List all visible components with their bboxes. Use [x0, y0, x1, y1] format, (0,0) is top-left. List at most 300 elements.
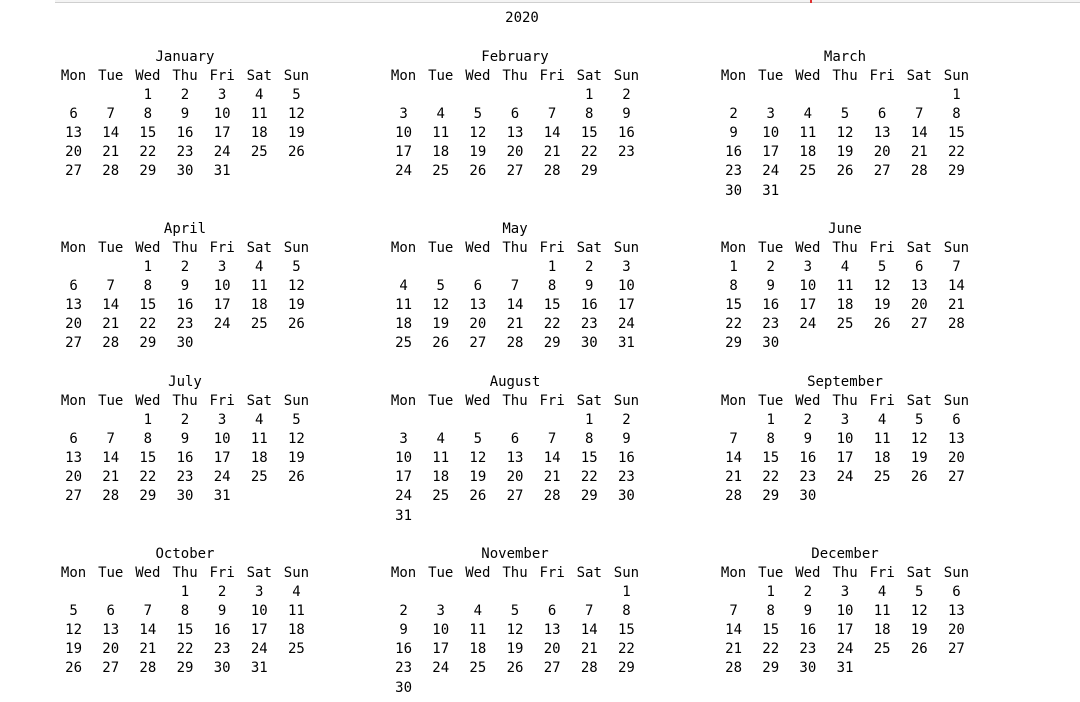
week-row: [715, 621, 975, 640]
day-cell: 30: [617, 488, 635, 505]
day-cell: 26: [469, 488, 487, 505]
weekday-label: Sun: [943, 68, 970, 84]
day-cell: 24: [432, 660, 450, 677]
day-cell: 16: [176, 125, 194, 142]
day-cell: 24: [250, 641, 268, 658]
day-cell: [459, 679, 496, 698]
day-cell: 9: [622, 106, 631, 123]
day-cell: 3: [399, 106, 408, 123]
day-cell: 8: [547, 278, 557, 295]
day-cell: 5: [915, 412, 924, 429]
week-row: [385, 334, 645, 353]
day-cell: 27: [947, 641, 965, 658]
day-cell: 7: [106, 278, 115, 295]
day-cell: 4: [473, 603, 483, 620]
day-cell: [938, 182, 975, 201]
day-cell: [826, 487, 863, 506]
day-cell: 29: [947, 163, 965, 180]
day-cell: [385, 583, 422, 602]
day-cell: 21: [725, 641, 742, 658]
day-cell: [864, 487, 901, 506]
day-cell: 10: [213, 278, 231, 295]
week-row: [55, 640, 315, 659]
day-cell: 8: [143, 278, 153, 295]
day-cell: [534, 583, 571, 602]
weekday-label: Thu: [172, 565, 198, 581]
weekday-label: Sat: [246, 68, 272, 84]
week-row: [715, 430, 975, 449]
day-cell: [459, 583, 496, 602]
day-cell: 14: [139, 622, 157, 639]
month-august: [385, 373, 645, 526]
day-cell: 10: [617, 278, 635, 295]
day-cell: 1: [766, 584, 775, 601]
day-cell: 19: [432, 316, 450, 333]
day-cell: 9: [622, 431, 631, 448]
weekday-label: Wed: [795, 565, 821, 581]
day-cell: 21: [102, 316, 120, 333]
day-cell: 17: [762, 144, 780, 161]
day-cell: 17: [395, 469, 412, 486]
weekday-header-row: [385, 239, 645, 258]
day-cell: 30: [799, 488, 817, 505]
day-cell: 24: [836, 469, 854, 486]
weekday-label: Sat: [906, 68, 932, 84]
week-row: [385, 449, 645, 468]
day-cell: 27: [469, 335, 487, 352]
day-cell: 4: [255, 259, 264, 276]
day-cell: 8: [766, 603, 775, 620]
day-cell: 4: [292, 584, 301, 601]
month-july: [55, 373, 315, 507]
day-cell: 22: [580, 144, 598, 161]
day-cell: 7: [106, 431, 115, 448]
day-cell: 15: [617, 622, 635, 639]
day-cell: 2: [622, 87, 631, 104]
day-cell: [534, 679, 571, 698]
day-cell: [278, 659, 315, 678]
window-top-border: [55, 0, 1080, 3]
day-cell: 10: [836, 603, 854, 620]
weekday-label: Sun: [943, 393, 970, 409]
day-cell: 22: [762, 641, 780, 658]
day-cell: 20: [506, 469, 524, 486]
week-row: [385, 86, 645, 105]
day-cell: 4: [840, 259, 850, 276]
day-cell: 15: [139, 125, 157, 142]
day-cell: [571, 507, 608, 526]
day-cell: 23: [176, 144, 194, 161]
day-cell: 4: [255, 87, 264, 104]
day-cell: 13: [65, 125, 82, 142]
day-cell: 15: [725, 297, 742, 314]
calendar-year-title: 2020: [505, 10, 539, 26]
day-cell: 2: [622, 412, 631, 429]
day-cell: 22: [580, 469, 598, 486]
day-cell: 4: [436, 106, 445, 123]
day-cell: 10: [213, 431, 231, 448]
week-row: [385, 411, 645, 430]
weekday-label: Mon: [60, 68, 87, 84]
weekday-header-row: [385, 67, 645, 86]
day-cell: [789, 334, 826, 353]
day-cell: 26: [432, 335, 450, 352]
day-cell: 1: [143, 87, 153, 104]
day-cell: 3: [399, 431, 408, 448]
weekday-label: Thu: [502, 393, 528, 409]
weekday-header-row: [715, 67, 975, 86]
day-cell: [459, 258, 496, 277]
day-cell: 3: [217, 87, 227, 104]
day-cell: 19: [506, 641, 524, 658]
weekday-header-row: [715, 564, 975, 583]
weekday-label: Tue: [758, 393, 784, 409]
weekday-label: Tue: [98, 240, 124, 256]
day-cell: 15: [947, 125, 965, 142]
weekday-label: Thu: [832, 565, 858, 581]
weekday-label: Sun: [943, 240, 970, 256]
weekday-label: Thu: [832, 240, 858, 256]
weekday-label: Wed: [465, 240, 491, 256]
month-title: April: [163, 221, 207, 237]
day-cell: [241, 162, 278, 181]
day-cell: 31: [762, 182, 780, 199]
week-row: [55, 258, 315, 277]
day-cell: 10: [395, 125, 412, 142]
month-title: August: [489, 374, 541, 390]
weekday-label: Tue: [758, 565, 784, 581]
day-cell: 19: [287, 297, 305, 314]
day-cell: 10: [799, 278, 817, 295]
weekday-label: Sat: [906, 393, 932, 409]
month-title: December: [811, 546, 879, 562]
day-cell: [826, 334, 863, 353]
weekday-label: Tue: [98, 565, 124, 581]
day-cell: 30: [799, 660, 817, 677]
day-cell: [826, 182, 863, 201]
week-row: [715, 334, 975, 353]
day-cell: 20: [469, 316, 487, 333]
day-cell: 29: [543, 335, 561, 352]
day-cell: 17: [250, 622, 268, 639]
day-cell: 24: [395, 163, 412, 180]
month-title: June: [828, 221, 862, 237]
day-cell: 18: [287, 622, 305, 639]
day-cell: 18: [432, 144, 450, 161]
day-cell: 8: [143, 106, 153, 123]
day-cell: 24: [395, 488, 412, 505]
day-cell: 1: [143, 412, 153, 429]
day-cell: 6: [473, 278, 483, 295]
day-cell: 2: [585, 259, 594, 276]
day-cell: 24: [213, 144, 231, 161]
day-cell: [241, 334, 278, 353]
day-cell: 13: [65, 450, 82, 467]
day-cell: 12: [836, 125, 854, 142]
day-cell: 30: [176, 163, 194, 180]
day-cell: 7: [106, 106, 115, 123]
day-cell: 13: [102, 622, 120, 639]
week-row: [385, 430, 645, 449]
day-cell: 27: [910, 316, 928, 333]
day-cell: 11: [250, 431, 268, 448]
day-cell: 6: [106, 603, 115, 620]
day-cell: 2: [399, 603, 408, 620]
weekday-header-row: [385, 392, 645, 411]
day-cell: 3: [217, 412, 227, 429]
day-cell: 21: [543, 144, 561, 161]
day-cell: 1: [952, 87, 961, 104]
day-cell: 18: [432, 469, 450, 486]
day-cell: 24: [836, 641, 854, 658]
week-row: [715, 143, 975, 162]
week-row: [55, 143, 315, 162]
day-cell: 16: [762, 297, 780, 314]
day-cell: 26: [910, 641, 928, 658]
weekday-label: Fri: [209, 565, 235, 581]
day-cell: [496, 86, 533, 105]
day-cell: [715, 583, 752, 602]
day-cell: [496, 583, 533, 602]
weekday-label: Sat: [906, 240, 932, 256]
day-cell: 21: [580, 641, 598, 658]
day-cell: 14: [947, 278, 965, 295]
day-cell: 2: [803, 584, 813, 601]
weekday-label: Fri: [539, 240, 565, 256]
day-cell: 13: [873, 125, 891, 142]
day-cell: 25: [873, 641, 891, 658]
month-january: [55, 48, 315, 182]
weekday-label: Sat: [246, 565, 272, 581]
month-april: [55, 220, 315, 354]
day-cell: 9: [180, 278, 190, 295]
day-cell: [204, 334, 241, 353]
week-row: [385, 640, 645, 659]
day-cell: 3: [803, 259, 813, 276]
day-cell: 26: [836, 163, 854, 180]
day-cell: 7: [547, 431, 557, 448]
day-cell: 26: [873, 316, 891, 333]
month-november: [385, 545, 645, 698]
day-cell: 25: [250, 469, 268, 486]
day-cell: 23: [799, 641, 817, 658]
day-cell: [938, 334, 975, 353]
day-cell: 1: [143, 259, 153, 276]
day-cell: 5: [510, 603, 520, 620]
day-cell: 8: [766, 431, 775, 448]
day-cell: [422, 411, 459, 430]
weekday-label: Fri: [539, 393, 565, 409]
weekday-label: Sat: [246, 393, 272, 409]
month-september: [715, 373, 975, 507]
day-cell: [422, 583, 459, 602]
weekday-label: Fri: [869, 565, 895, 581]
day-cell: [789, 86, 826, 105]
day-cell: 11: [395, 297, 412, 314]
day-cell: [241, 487, 278, 506]
day-cell: 26: [65, 660, 82, 677]
day-cell: 31: [395, 507, 412, 524]
day-cell: 3: [255, 584, 264, 601]
week-row: [385, 296, 645, 315]
week-row: [385, 507, 645, 526]
day-cell: 28: [102, 335, 120, 352]
weekday-label: Sat: [576, 240, 602, 256]
weekday-label: Mon: [720, 565, 747, 581]
day-cell: 21: [102, 144, 120, 161]
day-cell: 9: [729, 125, 738, 142]
weekday-label: Sat: [576, 565, 602, 581]
week-row: [55, 124, 315, 143]
weekday-label: Mon: [390, 240, 417, 256]
day-cell: 28: [506, 335, 524, 352]
day-cell: 5: [292, 259, 301, 276]
weekday-label: Tue: [428, 393, 454, 409]
week-row: [55, 430, 315, 449]
day-cell: 18: [873, 450, 891, 467]
day-cell: [55, 258, 92, 277]
day-cell: 3: [436, 603, 445, 620]
day-cell: 5: [69, 603, 78, 620]
weekday-label: Thu: [502, 68, 528, 84]
day-cell: 19: [873, 297, 891, 314]
week-row: [715, 487, 975, 506]
day-cell: 10: [250, 603, 268, 620]
day-cell: 22: [139, 469, 157, 486]
day-cell: 27: [65, 163, 82, 180]
day-cell: 20: [65, 144, 82, 161]
day-cell: 21: [725, 469, 742, 486]
weekday-label: Tue: [758, 68, 784, 84]
day-cell: 23: [395, 660, 412, 677]
day-cell: 29: [139, 163, 157, 180]
weekday-label: Thu: [502, 240, 528, 256]
day-cell: [938, 487, 975, 506]
day-cell: 12: [469, 125, 487, 142]
day-cell: 26: [287, 469, 305, 486]
day-cell: 20: [947, 450, 965, 467]
day-cell: 10: [432, 622, 450, 639]
weekday-label: Sun: [613, 240, 640, 256]
day-cell: 24: [799, 316, 817, 333]
weekday-label: Fri: [869, 240, 895, 256]
day-cell: 16: [799, 450, 817, 467]
day-cell: 27: [947, 469, 965, 486]
weekday-label: Fri: [539, 68, 565, 84]
day-cell: 26: [469, 163, 487, 180]
day-cell: [901, 487, 938, 506]
day-cell: 23: [176, 316, 194, 333]
month-may: [385, 220, 645, 354]
day-cell: 2: [803, 412, 813, 429]
day-cell: 31: [617, 335, 635, 352]
day-cell: [92, 86, 129, 105]
weekday-label: Sun: [283, 565, 310, 581]
day-cell: 17: [799, 297, 817, 314]
day-cell: 13: [506, 125, 524, 142]
weekday-label: Sun: [283, 240, 310, 256]
week-row: [385, 277, 645, 296]
day-cell: 28: [725, 660, 742, 677]
day-cell: 19: [910, 450, 928, 467]
day-cell: [826, 86, 863, 105]
day-cell: 25: [250, 316, 268, 333]
week-row: [715, 277, 975, 296]
month-february: [385, 48, 645, 182]
month-title: January: [155, 49, 215, 65]
day-cell: 29: [139, 335, 157, 352]
day-cell: 23: [213, 641, 231, 658]
day-cell: 5: [840, 106, 850, 123]
weekday-label: Mon: [60, 393, 87, 409]
week-row: [55, 621, 315, 640]
day-cell: 19: [910, 622, 928, 639]
week-row: [55, 659, 315, 678]
day-cell: 17: [617, 297, 635, 314]
day-cell: 13: [947, 603, 965, 620]
day-cell: [571, 679, 608, 698]
day-cell: 19: [469, 144, 487, 161]
day-cell: 1: [585, 87, 594, 104]
weekday-label: Wed: [135, 393, 161, 409]
day-cell: 22: [617, 641, 635, 658]
week-row: [385, 679, 645, 698]
day-cell: 16: [725, 144, 742, 161]
month-june: [715, 220, 975, 354]
weekday-label: Fri: [869, 393, 895, 409]
day-cell: [422, 258, 459, 277]
day-cell: 5: [292, 87, 301, 104]
weekday-label: Sun: [613, 565, 640, 581]
day-cell: 27: [65, 335, 82, 352]
day-cell: 6: [952, 584, 961, 601]
week-row: [715, 640, 975, 659]
week-row: [385, 162, 645, 181]
day-cell: 8: [952, 106, 961, 123]
week-row: [55, 449, 315, 468]
month-december: [715, 545, 975, 679]
day-cell: [715, 86, 752, 105]
day-cell: 27: [65, 488, 82, 505]
day-cell: 13: [65, 297, 82, 314]
day-cell: 31: [213, 488, 231, 505]
weekday-header-row: [55, 67, 315, 86]
day-cell: 9: [585, 278, 594, 295]
week-row: [715, 86, 975, 105]
day-cell: 4: [399, 278, 408, 295]
day-cell: 24: [617, 316, 635, 333]
day-cell: [901, 182, 938, 201]
weekday-label: Fri: [209, 240, 235, 256]
day-cell: 20: [65, 316, 82, 333]
day-cell: 12: [287, 278, 305, 295]
day-cell: 20: [947, 622, 965, 639]
day-cell: 17: [213, 297, 231, 314]
day-cell: 19: [287, 450, 305, 467]
day-cell: 13: [910, 278, 928, 295]
day-cell: 8: [143, 431, 153, 448]
day-cell: [459, 507, 496, 526]
day-cell: 13: [469, 297, 487, 314]
day-cell: 7: [510, 278, 520, 295]
week-row: [715, 315, 975, 334]
day-cell: [901, 659, 938, 678]
month-title: March: [823, 49, 867, 65]
day-cell: 21: [506, 316, 524, 333]
day-cell: 14: [580, 622, 598, 639]
day-cell: 1: [585, 412, 594, 429]
day-cell: 19: [65, 641, 82, 658]
